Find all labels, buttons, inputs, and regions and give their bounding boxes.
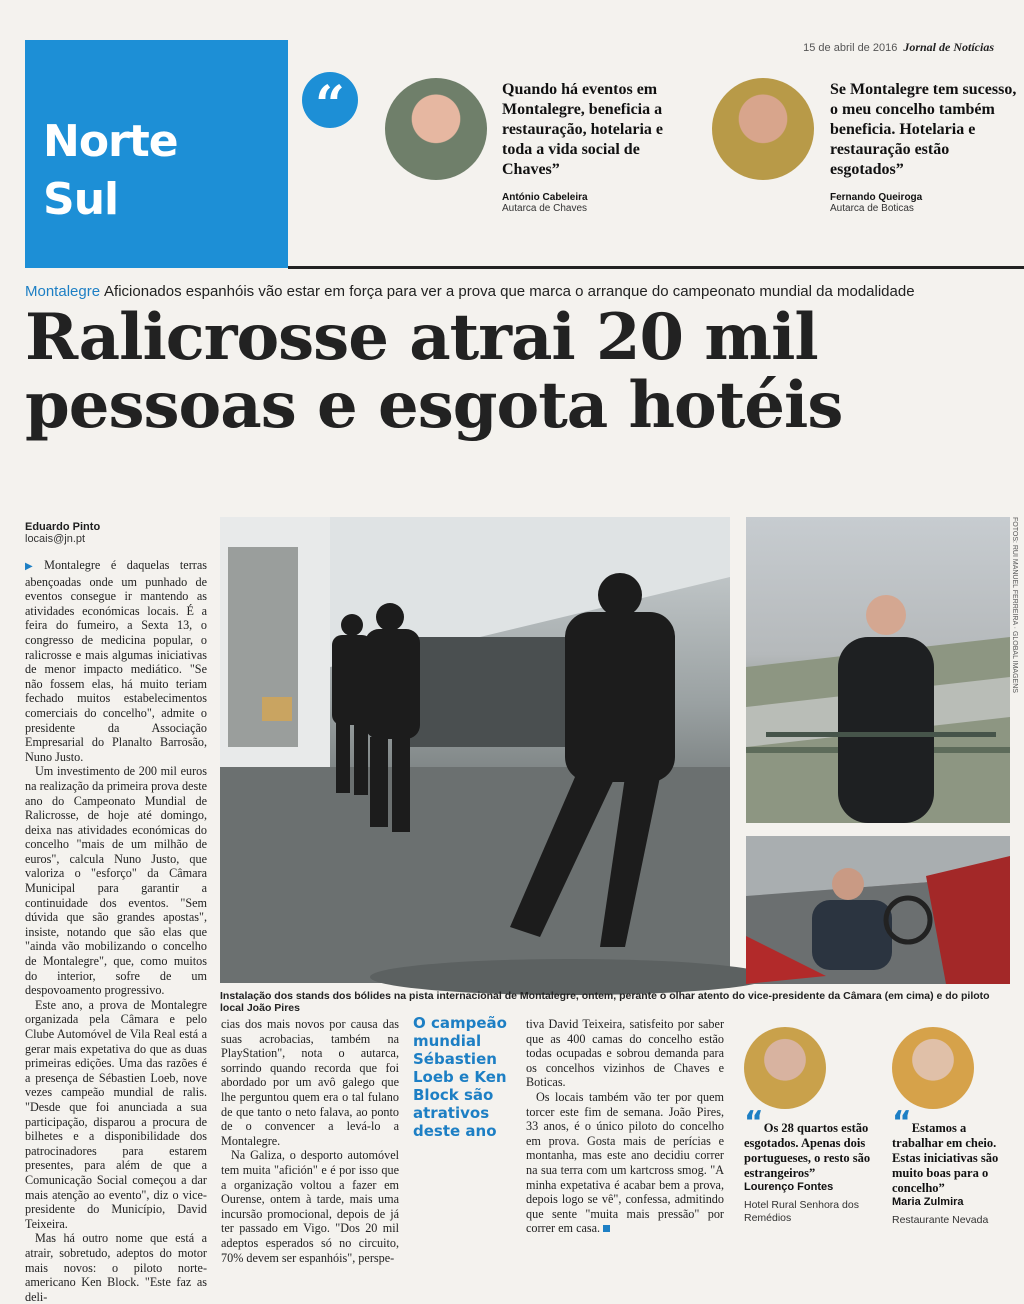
avatar-maria-zulmira bbox=[892, 1027, 974, 1109]
bottom-quote-2 bbox=[892, 1105, 1010, 1227]
paragraph: Um investimento de 200 mil euros na realização da primeira prova deste ano do Campeonato Mundial de Ralicrosse, de hoje até domingo, deixa nas atividades económicas do concelho "mais de um milhão de euros", calcula Nuno Justo, que valoriza o "esforço" da Câmara Municipal para garantir a continuidade dos eventos. "Sem dúvida que são grandes apostas", insiste, notando que são elas que "ainda vão mobilizando o concelho de Montalegre", que, como muitos do interior, sofre de um despovoamento progressivo. bbox=[25, 764, 207, 998]
photo-stands bbox=[220, 517, 730, 983]
section-box bbox=[25, 40, 288, 268]
bottom-quote-1 bbox=[744, 1105, 884, 1225]
quote-author: Lourenço Fontes bbox=[744, 1181, 834, 1193]
kicker bbox=[25, 283, 915, 300]
quote-text: Quando há eventos em Montalegre, beneficia a restauração, hotelaria e toda a vida social de Chaves” bbox=[502, 81, 663, 178]
quote-text: Se Montalegre tem sucesso, o meu concelho também beneficia. Hotelaria e restauração estão esgotados” bbox=[830, 81, 1017, 178]
photo-pilot-illustration bbox=[746, 836, 1010, 984]
paragraph: Mas há outro nome que está a atrair, sobretudo, adeptos do motor mais novos: o piloto norte-americano Ken Block. "Este faz as deli- bbox=[25, 1231, 207, 1304]
quote-role: Autarca de Boticas bbox=[830, 203, 914, 214]
quote-mark-icon: “ bbox=[744, 1105, 764, 1140]
quote-text: “Estamos a trabalhar em cheio. Estas iniciativas são muito boas para o concelho” bbox=[892, 1105, 999, 1195]
paragraph: Os locais também vão ter por quem torcer este fim de semana. João Pires, 33 anos, é o único piloto do concelho em prova. Gosta mais de perícias e montanha, mas este ano decidiu correr na sua terra com um kartcross smog. "A minha expetativa é acabar bem a prova, depois logo se vê", confessa, admitindo que sente "muita mais pressão" por correr em casa. bbox=[526, 1089, 724, 1236]
avatar-fernando-queiroga bbox=[712, 78, 814, 180]
header-quote-1 bbox=[502, 80, 692, 214]
photo-stands-illustration bbox=[220, 517, 730, 983]
author-email: locais@jn.pt bbox=[25, 533, 86, 545]
paragraph: Este ano, a prova de Montalegre organizada pela Câmara e pelo Clube Automóvel de Vila Real está a gerar mais expetativa do que as duas primeiras edições. Uma das razões é a presença de Sébastien Loeb, nove vezes campeão mundial de ralis. "Desde que foi anunciada a sua participação, disparou a procura de bilhetes e a disponibilidade dos patrocinadores para estarem presentes, para além de que a Comunicação Social começou a dar mais atenção ao evento", diz o vice-presidente do Município, David Teixeira. bbox=[25, 997, 207, 1231]
quote-role: Restaurante Nevada bbox=[892, 1214, 989, 1226]
quote-mark-icon: “ bbox=[892, 1105, 912, 1140]
photo-pilot-joao-pires bbox=[746, 836, 1010, 984]
end-mark-icon bbox=[603, 1225, 610, 1232]
quote-mark-icon: “ bbox=[302, 72, 358, 128]
section-title-line2: Sul bbox=[43, 174, 119, 225]
paragraph: tiva David Teixeira, satisfeito por saber que as 400 camas do concelho estão todas ocupadas e sobrou demanda para os concelhos vizinhos de Chaves e Boticas. bbox=[526, 1017, 724, 1090]
kicker-text: Aficionados espanhóis vão estar em força para ver a prova que marca o arranque do campeonato mundial da modalidade bbox=[104, 283, 915, 300]
quote-author: António Cabeleira bbox=[502, 192, 588, 203]
article-column-4 bbox=[526, 1017, 724, 1236]
pull-quote: O campeão mundial Sébastien Loeb e Ken Block são atrativos deste ano bbox=[413, 1014, 507, 1140]
section-title-line1: Norte bbox=[43, 116, 178, 167]
quote-author: Fernando Queiroga bbox=[830, 192, 923, 203]
quote-text: “Os 28 quartos estão esgotados. Apenas dois portugueses, o resto são estrangeiros” bbox=[744, 1105, 871, 1180]
quote-author: Maria Zulmira bbox=[892, 1196, 964, 1208]
photo-caption: Instalação dos stands dos bólides na pista internacional de Montalegre, ontem, perante o olhar atento do vice-presidente da Câmara (em cima) e do piloto local João Pires bbox=[220, 990, 990, 1014]
byline bbox=[25, 521, 100, 545]
newspaper-name: Jornal de Notícias bbox=[903, 40, 994, 54]
paragraph: ▶ Montalegre é daquelas terras abençoadas onde um punhado de eventos consegue ir mantendo as atividades económicas locais. É a feira do fumeiro, a Sexta 13, o congresso de medicina popular, o ralicrosse e mais algumas iniciativas de menor impacto mediático. "Se não fossem elas, há muito teriam fechado muitos estabelecimentos comerciais do concelho", admite o presidente da Associação Empresarial do Planalto Barrosão, Nuno Justo. bbox=[25, 558, 207, 764]
avatar-antonio-cabeleira bbox=[385, 78, 487, 180]
paragraph: Na Galiza, o desporto automóvel tem muita "afición" e é por isso que a organização voltou a fazer em Ourense, ontem à tarde, mais uma incursão promocional, depois de já ter passado em Vigo. "Dos 20 mil adeptos esperados só no circuito, 70% devem ser espanhóis", perspe- bbox=[221, 1148, 399, 1265]
header-rule bbox=[288, 266, 1024, 269]
dateline bbox=[803, 40, 994, 55]
photo-vice-president bbox=[746, 517, 1010, 823]
article-column-1 bbox=[25, 558, 207, 1304]
article-column-2 bbox=[221, 1017, 399, 1265]
triangle-bullet-icon: ▶ bbox=[25, 561, 41, 572]
kicker-place: Montalegre bbox=[25, 283, 101, 300]
headline-line-2: pessoas e esgota hotéis bbox=[25, 368, 843, 443]
issue-date: 15 de abril de 2016 bbox=[803, 42, 898, 54]
header-quote-2 bbox=[830, 80, 1020, 214]
paragraph: cias dos mais novos por causa das suas acrobacias, também na PlayStation", nota o autarca, sorrindo quando recorda que foi abordado por um avô galego que lhe perguntou quem era o tal fulano de que tanto o neto falava, ao ponto de o convencer a levá-lo a Montalegre. bbox=[221, 1017, 399, 1148]
quote-role: Autarca de Chaves bbox=[502, 203, 588, 214]
author-name: Eduardo Pinto bbox=[25, 521, 101, 533]
avatar-lourenco-fontes bbox=[744, 1027, 826, 1109]
headline bbox=[25, 300, 1015, 443]
photo-credit: FOTOS: RUI MANUEL FERREIRA · GLOBAL IMAGENS bbox=[1011, 517, 1018, 693]
headline-line-1: Ralicrosse atrai 20 mil bbox=[25, 300, 818, 375]
photo-vice-president-illustration bbox=[746, 517, 1010, 823]
quote-role: Hotel Rural Senhora dos Remédios bbox=[744, 1199, 859, 1224]
